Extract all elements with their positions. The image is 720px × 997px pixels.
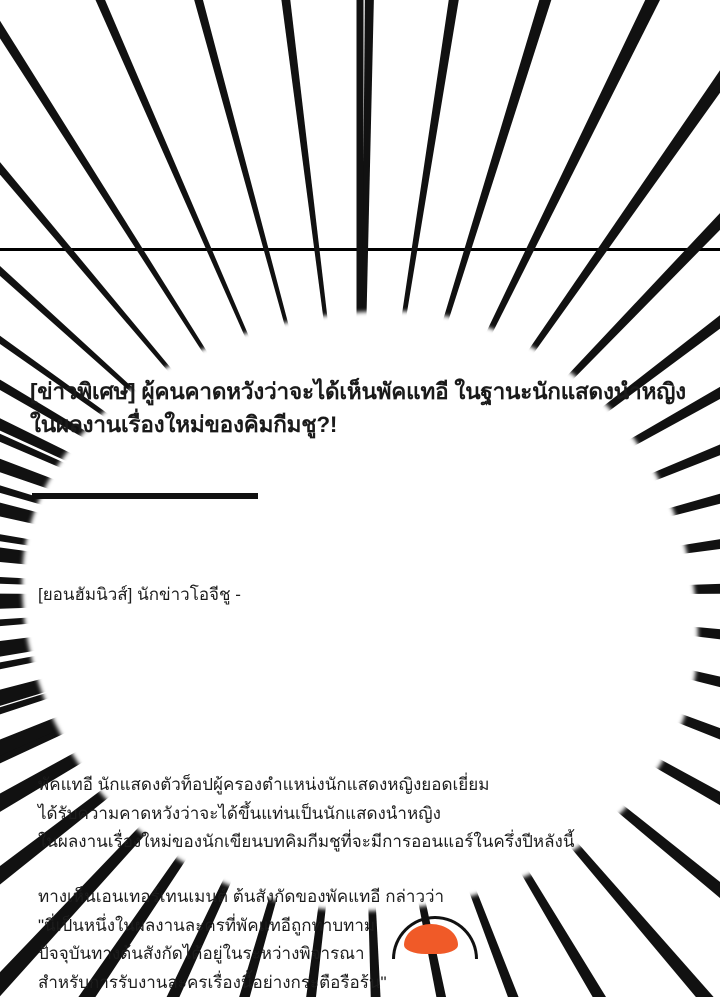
article-byline: [ยอนฮัมนิวส์] นักข่าวโอจีชู -	[38, 581, 698, 610]
body-line: สำหรับการรับงานละครเรื่องนี้อย่างกระตือรือร้น"	[38, 969, 698, 997]
article-headline: [ข่าวพิเศษ] ผู้คนคาดหวังว่าจะได้เห็นพัคแทอี ในฐานะนักแสดงนำหญิง ในผลงานเรื่องใหม่ของคิมกีมชู?!	[30, 375, 702, 441]
news-article-panel	[0, 248, 720, 940]
body-line: ในผลงานเรื่องใหม่ของนักเขียนบทคิมกีมชูที่จะมีการออนแอร์ในครึ่งปีหลังนี้	[38, 828, 698, 857]
body-line: พัคแทอี นักแสดงตัวท็อปผู้ครองตำแหน่งนักแสดงหญิงยอดเยี่ยม	[38, 771, 698, 800]
body-line: ปัจจุบันทางต้นสังกัดได้อยู่ในระหว่างพิจารณา	[38, 940, 698, 969]
article-body-quote	[38, 883, 698, 997]
body-line: ได้รับความคาดหวังว่าจะได้ขึ้นแท่นเป็นนักแสดงนำหญิง	[38, 800, 698, 829]
body-line: ทางเห็นเอนเทอร์เทนเมนต์ ต้นสังกัดของพัคแทอี กล่าวว่า	[38, 883, 698, 912]
article-content	[0, 251, 720, 940]
headline-underline-rule	[32, 493, 258, 499]
article-body	[38, 771, 698, 857]
body-line: "นี่เป็นหนึ่งในผลงานละครที่พัคแทอีถูกทาบทาม	[38, 912, 698, 941]
